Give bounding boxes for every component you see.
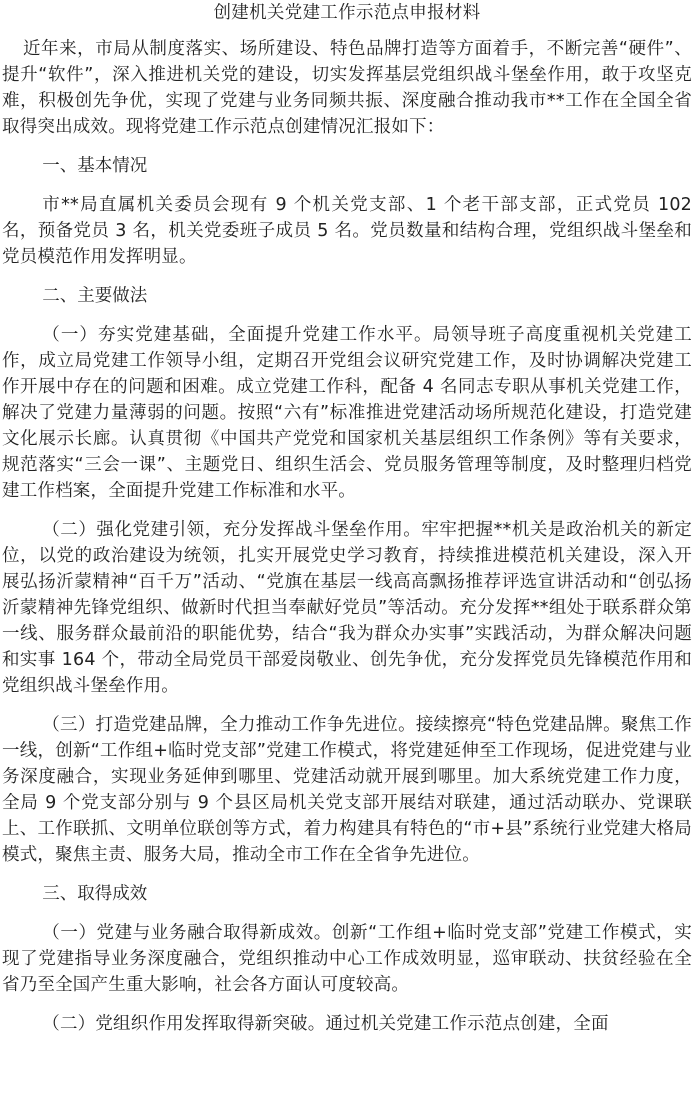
achievement-paragraph-2: （二）党组织作用发挥取得新突破。通过机关党建工作示范点创建，全面 [42,1014,609,1034]
practice-paragraph-2: （二）强化党建引领，充分发挥战斗堡垒作用。牢牢把握**机关是政治机关的新定位，以党的政治建设为统领，扎实开展党史学习教育，持续推进模范机关建设，深入开展弘扬沂蒙精神“百千万”活动、“党旗在基层一线高高飘扬推荐评选宣讲活动和“创弘扬沂蒙精神先锋党组织、做新时代担当奉献好党员”等活动。充分发挥**组处于联系群众第一线、服务群众最前沿的职能优势，结合“我为群众办实事”实践活动，为群众解决问题和实事 164 个，带动全局党员干部爱岗敬业、创先争优，充分发挥党员先锋模范作用和党组织战斗堡垒作用。 [2,520,692,696]
section-heading-achievements: 三、取得成效 [42,884,148,904]
practice-paragraph-1: （一）夯实党建基础，全面提升党建工作水平。局领导班子高度重视机关党建工作，成立局党建工作领导小组，定期召开党组会议研究党建工作，及时协调解决党建工作开展中存在的问题和困难。成立党建工作科，配备 4 名同志专职从事机关党建工作，解决了党建力量薄弱的问题。按照“六有”标准推进党建活动场所规范化建设，打造党建文化展示长廊。认真贯彻《中国共产党党和国家机关基层组织工作条例》等有关要求，规范落实“三会一课”、主题党日、组织生活会、党员服务管理等制度，及时整理归档党建工作档案，全面提升党建工作标准和水平。 [2,325,692,501]
section-heading-main-practices: 二、主要做法 [42,286,148,306]
intro-paragraph: 近年来，市局从制度落实、场所建设、特色品牌打造等方面着手，不断完善“硬件”、提升“软件”，深入推进机关党的建设，切实发挥基层党组织战斗堡垒作用，敢于攻坚克难，积极创先争优，实现了党建与业务同频共振、深度融合推动我市**工作在全国全省取得突出成效。现将党建工作示范点创建情况汇报如下： [2,39,692,137]
practice-paragraph-3: （三）打造党建品牌，全力推动工作争先进位。接续擦亮“特色党建品牌。聚焦工作一线，创新“工作组+临时党支部”党建工作模式，将党建延伸至工作现场，促进党建与业务深度融合，实现业务延伸到哪里、党建活动就开展到哪里。加大系统党建工作力度，全局 9 个党支部分别与 9 个县区局机关党支部开展结对联建，通过活动联办、党课联上、工作联抓、文明单位联创等方式，着力构建具有特色的“市+县”系统行业党建大格局模式，聚焦主责、服务大局，推动全市工作在全省争先进位。 [2,715,692,865]
achievement-paragraph-1: （一）党建与业务融合取得新成效。创新“工作组+临时党支部”党建工作模式，实现了党建指导业务深度融合，党组织推动中心工作成效明显，巡审联动、扶贫经验在全省乃至全国产生重大影响，社会各方面认可度较高。 [2,923,692,995]
basic-info-paragraph: 市**局直属机关委员会现有 9 个机关党支部、1 个老干部支部，正式党员 102 名，预备党员 3 名，机关党委班子成员 5 名。党员数量和结构合理，党组织战斗堡垒和党员模范作用发挥明显。 [2,195,692,267]
document-title: 创建机关党建工作示范点申报材料 [213,3,481,23]
document [2,0,692,1050]
section-heading-basic-info: 一、基本情况 [42,156,148,176]
